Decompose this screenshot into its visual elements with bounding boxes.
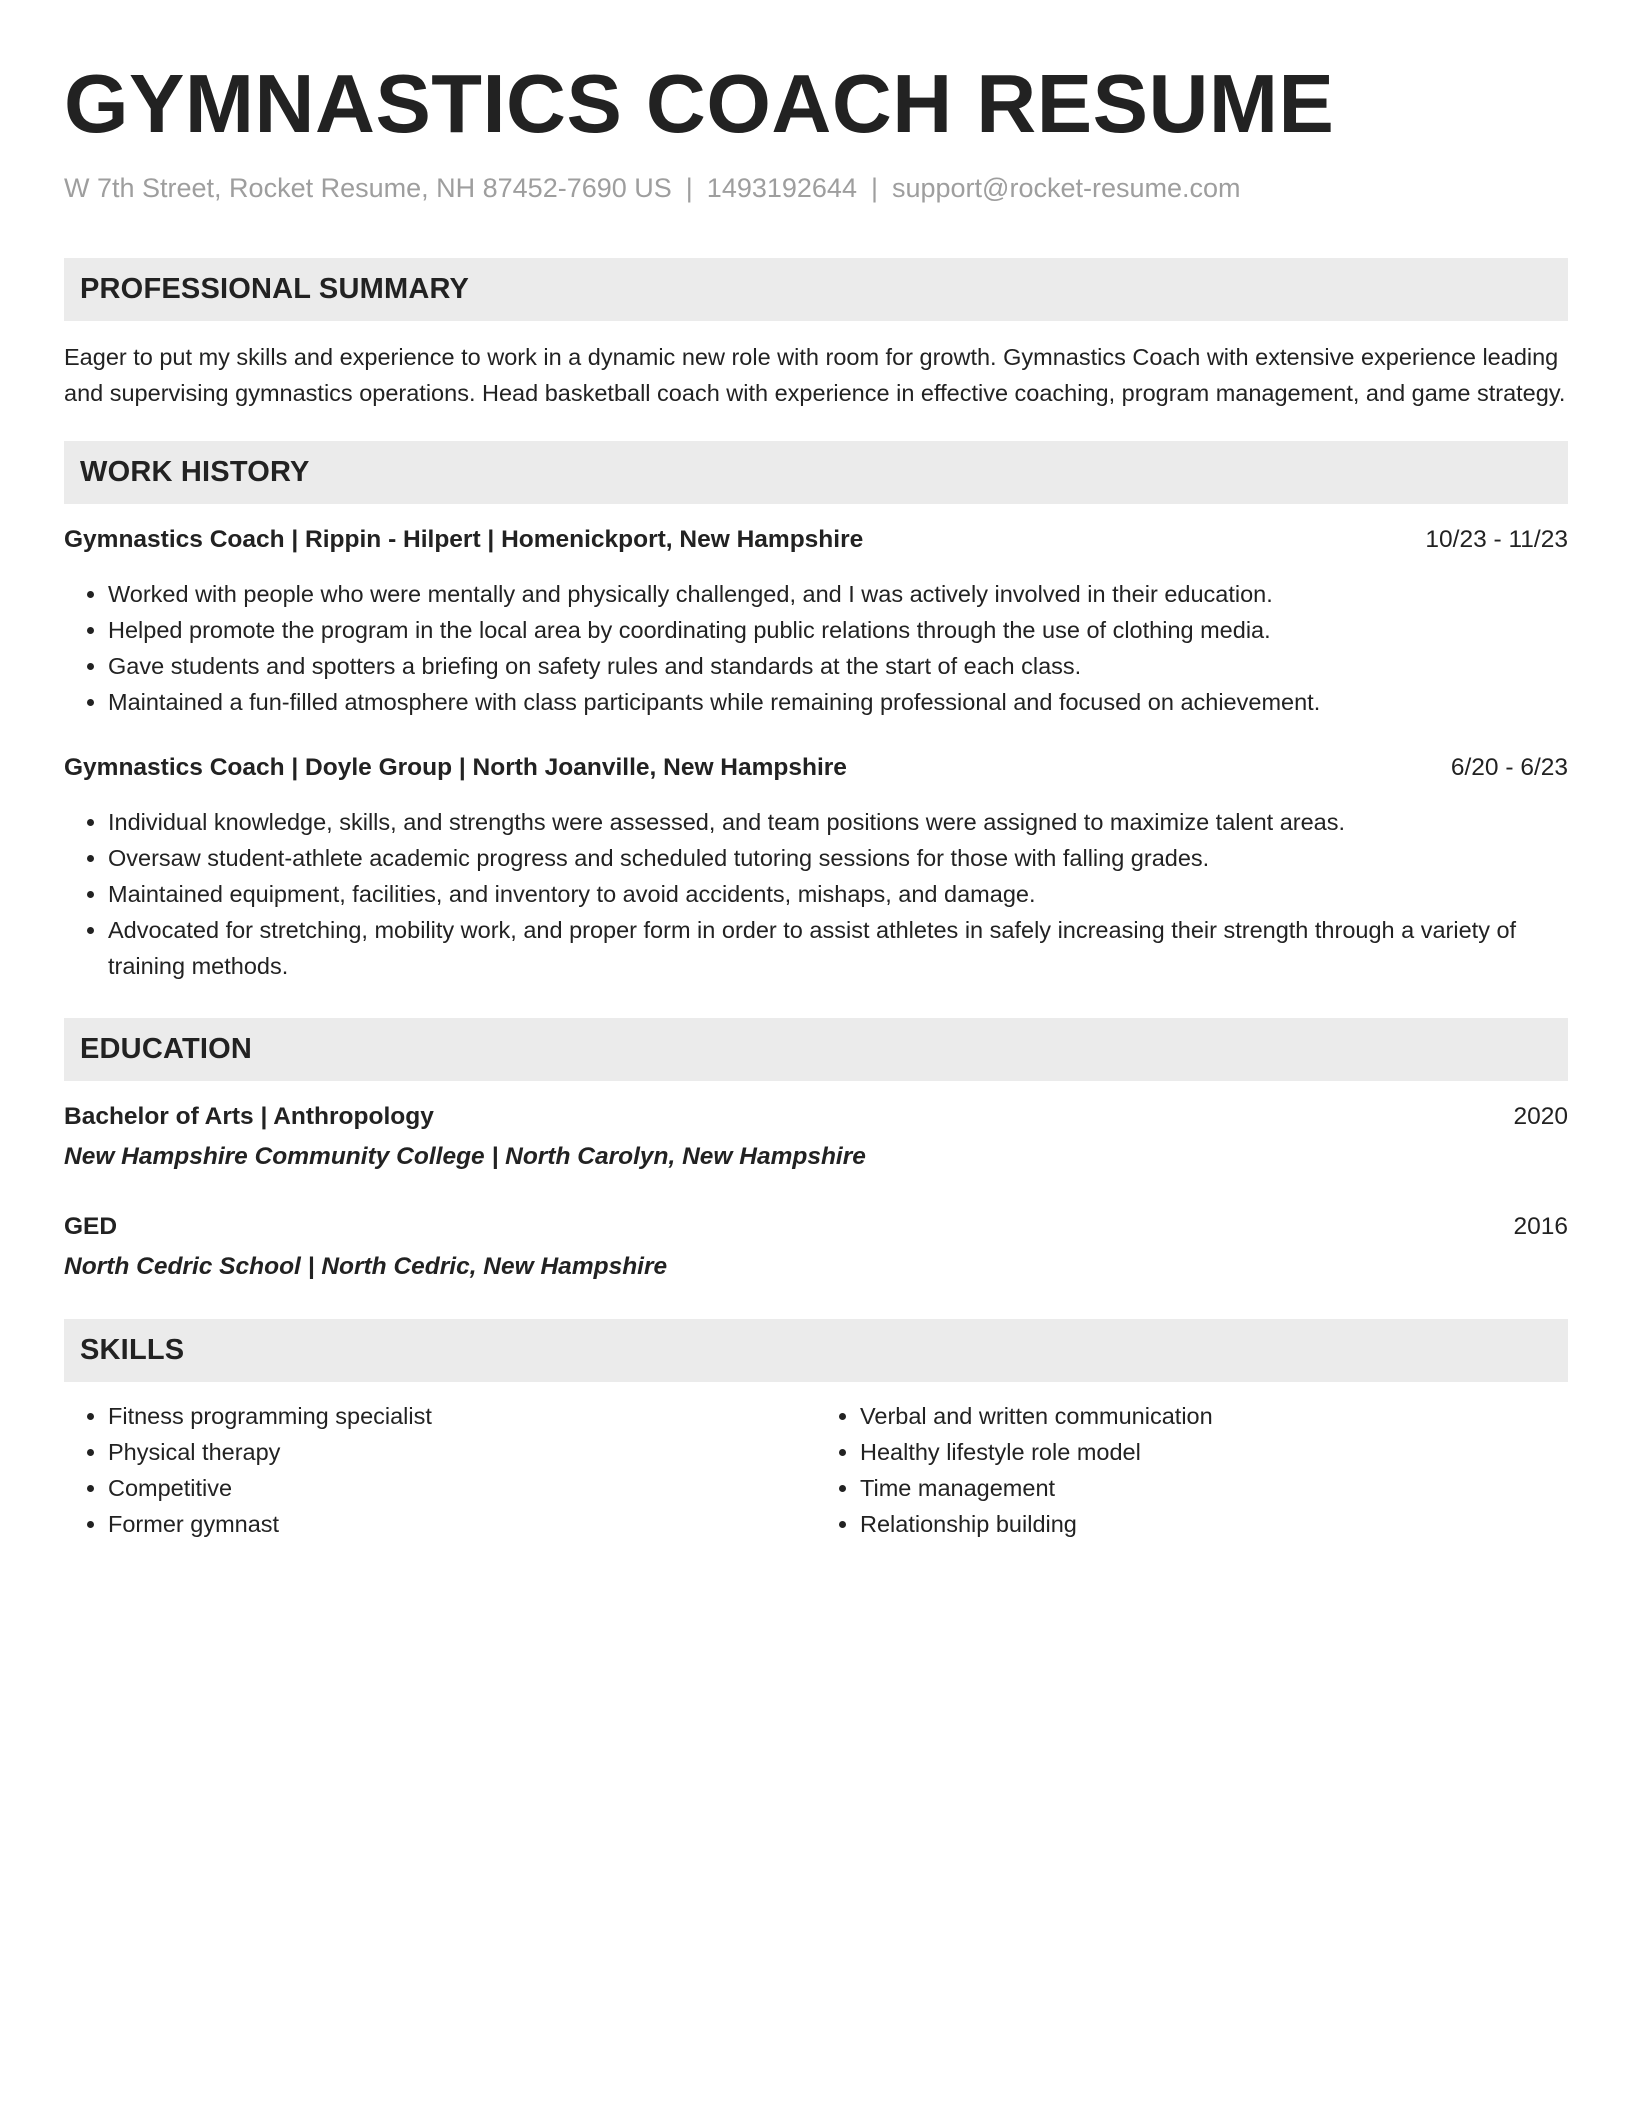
skill-item: • Verbal and written communication bbox=[860, 1398, 1568, 1434]
skill-item: • Healthy lifestyle role model bbox=[860, 1434, 1568, 1470]
contact-separator: | bbox=[685, 173, 693, 203]
resume-title: GYMNASTICS COACH RESUME bbox=[64, 57, 1335, 150]
section-heading-summary: PROFESSIONAL SUMMARY bbox=[64, 258, 1568, 321]
job-duty: • Advocated for stretching, mobility work, and proper form in order to assist athletes in safely increasing their strength through a variety of training methods. bbox=[108, 912, 1568, 984]
skills-list bbox=[64, 1398, 816, 1542]
education-degree: Bachelor of Arts | Anthropology bbox=[64, 1103, 434, 1130]
job-duty: • Helped promote the program in the local area by coordinating public relations through the use of clothing media. bbox=[108, 612, 1568, 648]
skills-grid bbox=[64, 1398, 1568, 1542]
skills-column-left bbox=[64, 1398, 816, 1542]
contact-address: W 7th Street, Rocket Resume, NH 87452-7690 US bbox=[64, 173, 672, 203]
skills-list bbox=[816, 1398, 1568, 1542]
job-duty: • Maintained a fun-filled atmosphere with class participants while remaining professional and focused on achievement. bbox=[108, 684, 1568, 720]
skill-item: • Time management bbox=[860, 1470, 1568, 1506]
education-year: 2016 bbox=[1513, 1213, 1568, 1240]
contact-separator: | bbox=[870, 173, 878, 203]
skill-item: • Relationship building bbox=[860, 1506, 1568, 1542]
education-school: New Hampshire Community College | North Carolyn, New Hampshire bbox=[64, 1143, 866, 1170]
section-heading-work-history: WORK HISTORY bbox=[64, 441, 1568, 504]
education-header bbox=[64, 1209, 1568, 1245]
job-duties-list bbox=[64, 576, 1568, 720]
job-duty: • Maintained equipment, facilities, and inventory to avoid accidents, mishaps, and damage. bbox=[108, 876, 1568, 912]
education-year: 2020 bbox=[1513, 1103, 1568, 1130]
job-duty: • Individual knowledge, skills, and strengths were assessed, and team positions were assigned to maximize talent areas. bbox=[108, 804, 1568, 840]
contact-email: support@rocket-resume.com bbox=[891, 173, 1241, 203]
education-header bbox=[64, 1099, 1568, 1135]
skill-item: • Fitness programming specialist bbox=[108, 1398, 816, 1434]
contact-phone: 1493192644 bbox=[706, 173, 857, 203]
job-title: Gymnastics Coach | Rippin - Hilpert | Homenickport, New Hampshire bbox=[64, 526, 864, 553]
job-duty: • Gave students and spotters a briefing on safety rules and standards at the start of each class. bbox=[108, 648, 1568, 684]
job-header bbox=[64, 522, 1568, 558]
education-school: North Cedric School | North Cedric, New Hampshire bbox=[64, 1253, 668, 1280]
section-heading-education: EDUCATION bbox=[64, 1018, 1568, 1081]
skills-column-right bbox=[816, 1398, 1568, 1542]
job-dates: 10/23 - 11/23 bbox=[1425, 526, 1568, 553]
education-degree: GED bbox=[64, 1213, 118, 1240]
job-title: Gymnastics Coach | Doyle Group | North Joanville, New Hampshire bbox=[64, 754, 847, 781]
job-header bbox=[64, 750, 1568, 786]
job-duty: • Worked with people who were mentally and physically challenged, and I was actively involved in their education. bbox=[108, 576, 1568, 612]
summary-text: Eager to put my skills and experience to work in a dynamic new role with room for growth. Gymnastics Coach with extensive experience leading and supervising gymnastics operations. Head basketball coach with experience in effective coaching, program management, and game strategy. bbox=[64, 344, 1566, 406]
contact-line bbox=[64, 170, 1568, 206]
job-dates: 6/20 - 6/23 bbox=[1450, 754, 1568, 781]
skill-item: • Competitive bbox=[108, 1470, 816, 1506]
job-duty: • Oversaw student-athlete academic progress and scheduled tutoring sessions for those with falling grades. bbox=[108, 840, 1568, 876]
section-heading-skills: SKILLS bbox=[64, 1319, 1568, 1382]
skill-item: • Physical therapy bbox=[108, 1434, 816, 1470]
skill-item: • Former gymnast bbox=[108, 1506, 816, 1542]
job-duties-list bbox=[64, 804, 1568, 984]
